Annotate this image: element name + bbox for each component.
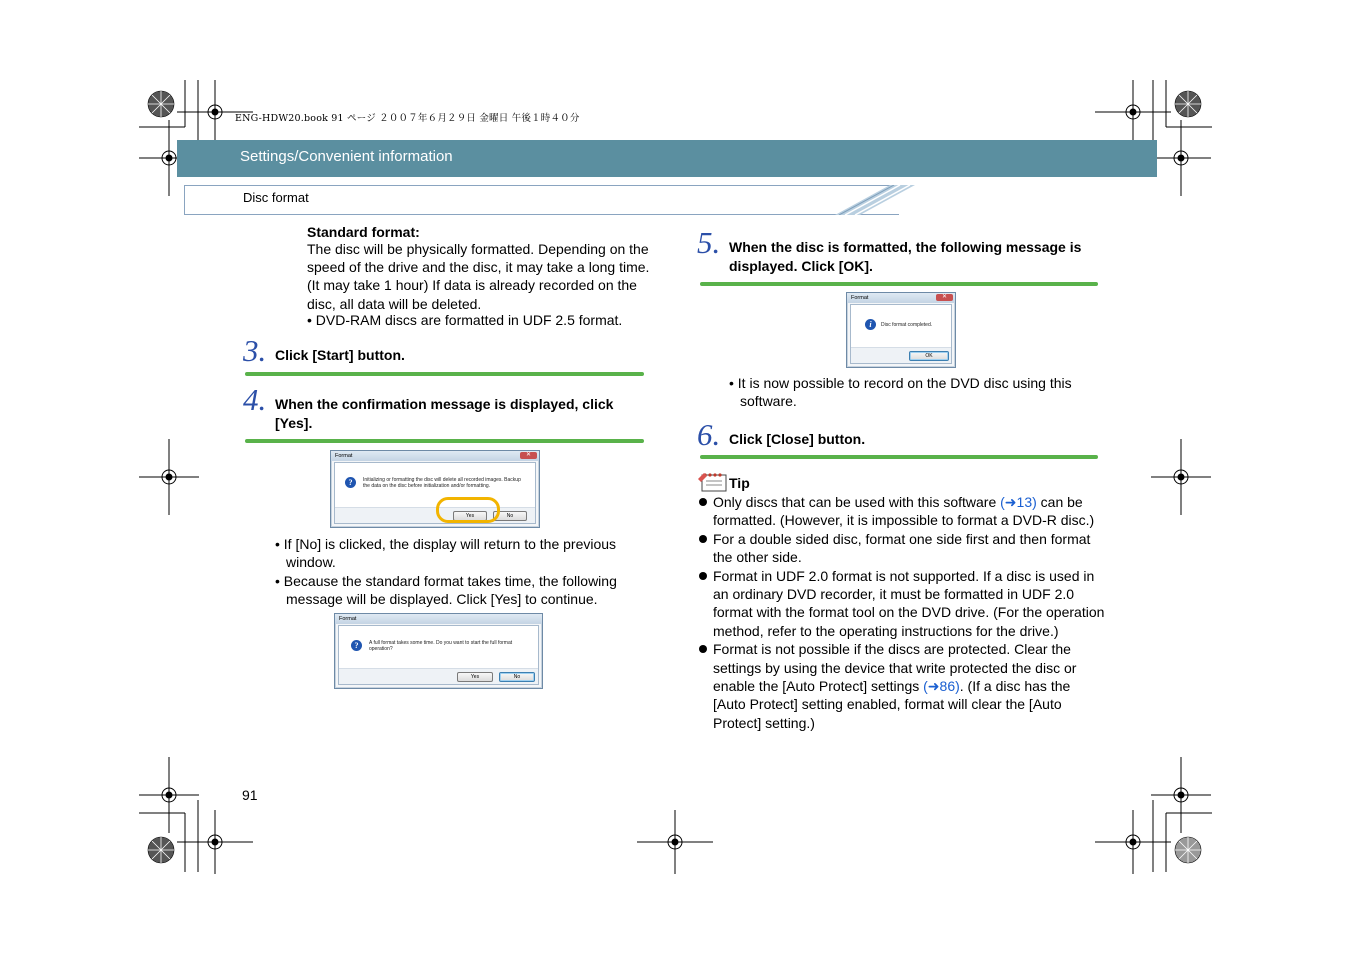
tip-item: Format in UDF 2.0 format is not supported. If a disc is used in an ordinary DVD recorder, it must be formatted in UDF 2.0 format with the format tool on the DVD drive. (For the operation method, refer to the operating instructions for the drive.) [698, 567, 1106, 641]
dialog-message: Initializing or formatting the disc will delete all recorded images. Backup the data on the disc before initialization and/or formatting. [363, 477, 521, 489]
step4-rule [245, 439, 644, 443]
dialog-titlebar: Format [847, 293, 955, 303]
info-icon: i [865, 319, 876, 330]
section-title: Settings/Convenient information [240, 148, 453, 165]
subsection-title: Disc format [243, 190, 309, 205]
bullet-dot [699, 572, 707, 580]
note-standard-format-time: • Because the standard format takes time, the following message will be displayed. Click [Yes] to continue. [275, 573, 617, 608]
dialog-message: A full format takes some time. Do you want to start the full format operation? [369, 640, 513, 652]
standard-format-heading: Standard format: [307, 224, 420, 240]
step4-text: When the confirmation message is displayed, click [Yes]. [275, 396, 614, 431]
yes-button[interactable]: Yes [453, 511, 487, 521]
no-button[interactable]: No [499, 672, 535, 682]
dialog-close-icon[interactable]: ✕ [520, 452, 537, 459]
format-confirm-dialog [330, 450, 540, 528]
step4-number: 4. [243, 382, 267, 417]
step3-number: 3. [243, 333, 267, 368]
yes-button[interactable]: Yes [457, 672, 493, 682]
ok-button[interactable]: OK [909, 351, 949, 361]
dialog-titlebar: Format [335, 614, 542, 624]
note-record-possible: • It is now possible to record on the DVD disc using this software. [729, 375, 1072, 410]
dialog-close-icon[interactable]: ✕ [936, 294, 953, 301]
page-number: 91 [242, 787, 258, 803]
bullet-dot [699, 535, 707, 543]
tip-item: For a double sided disc, format one side first and then format the other side. [698, 530, 1106, 567]
standard-format-note: • DVD-RAM discs are formatted in UDF 2.5 format. [307, 312, 623, 328]
dialog-message: Disc format completed. [881, 322, 933, 328]
step3-rule [245, 372, 644, 376]
tip-label: Tip [729, 475, 750, 491]
no-button[interactable]: No [493, 511, 527, 521]
bullet-dot [699, 498, 707, 506]
tip-list [698, 493, 1106, 732]
print-crop-info: ENG-HDW20.book 91 ページ ２００７年６月２９日 金曜日 午後１時４０分 [235, 113, 580, 124]
step6-number: 6. [697, 417, 721, 452]
standard-format-body: The disc will be physically formatted. Depending on the speed of the drive and the disc, it may take a long time. (It may take 1 hour) If data is already recorded on the disc, all data will be deleted. [307, 241, 650, 312]
tip-item: Format is not possible if the discs are protected. Clear the settings by using the device that write protected the disc or enable the [Auto Protect] settings (➜86). (If a disc has the [Auto Protect] setting enabled, format will clear the [Auto Protect] setting.) [698, 640, 1106, 732]
yes-highlight-ring [436, 497, 500, 523]
header-stripe-decoration [835, 185, 915, 215]
full-format-dialog [334, 613, 543, 689]
step6-rule [700, 455, 1098, 459]
step5-text: When the disc is formatted, the following message is displayed. Click [OK]. [729, 239, 1082, 274]
question-icon: ? [351, 640, 362, 651]
step5-number: 5. [697, 225, 721, 260]
page-link-13[interactable]: (➜13) [1000, 494, 1037, 510]
bullet-dot [699, 645, 707, 653]
dialog-titlebar: Format [331, 451, 539, 461]
step3-text: Click [Start] button. [275, 347, 405, 363]
tip-notepad-icon [698, 471, 728, 493]
page-link-86[interactable]: (➜86) [923, 678, 960, 695]
question-icon: ? [345, 477, 356, 488]
note-no-clicked: • If [No] is clicked, the display will return to the previous window. [275, 536, 617, 571]
format-complete-dialog [846, 292, 956, 368]
tip-item: Only discs that can be used with this software (➜13) can be formatted. (However, it is impossible to format a DVD-R disc.) [698, 493, 1106, 530]
step5-rule [700, 282, 1098, 286]
step6-text: Click [Close] button. [729, 431, 866, 447]
